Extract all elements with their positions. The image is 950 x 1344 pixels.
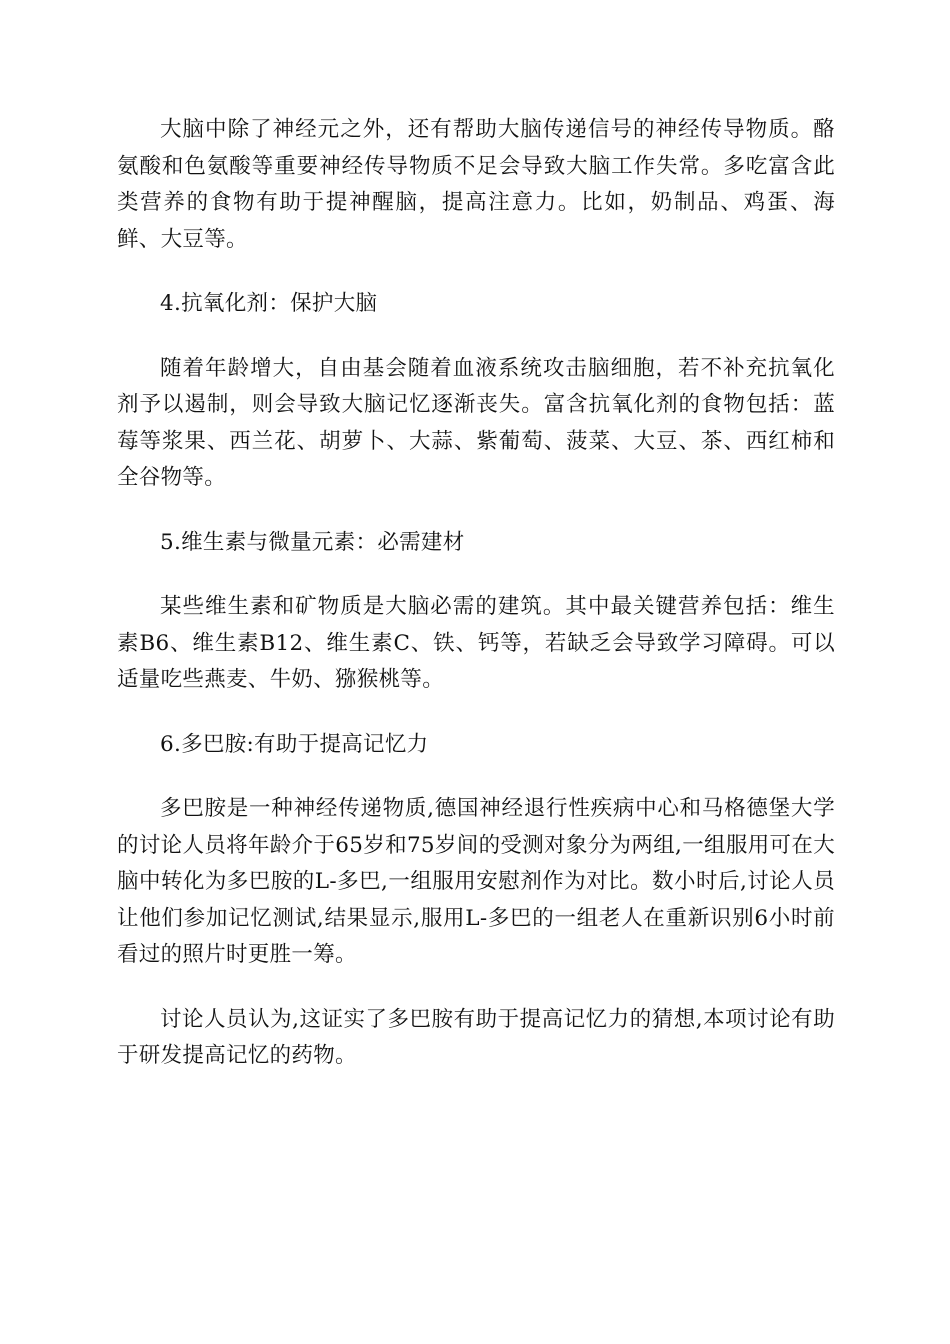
heading-antioxidants: 4.抗氧化剂：保护大脑 <box>160 291 378 316</box>
heading-dopamine: 6.多巴胺:有助于提高记忆力 <box>160 731 429 757</box>
paragraph-antioxidants: 随着年龄增大，自由基会随着血液系统攻击脑细胞，若不补充抗氧化剂予以遏制，则会导致大脑记忆逐渐丧失。富含抗氧化剂的食物包括：蓝莓等浆果、西兰花、胡萝卜、大蒜、紫葡萄、菠菜、大豆、茶、西红柿和全谷物等。 <box>117 355 835 490</box>
paragraph-dopamine-study: 多巴胺是一种神经传递物质,德国神经退行性疾病中心和马格德堡大学的讨论人员将年龄介于65岁和75岁间的受测对象分为两组,一组服用可在大脑中转化为多巴胺的L-多巴,一组服用安慰剂作为对比。数小时后,讨论人员让他们参加记忆测试,结果显示,服用L-多巴的一组老人在重新识别6小时前看过的照片时更胜一筹。 <box>117 796 835 967</box>
paragraph-dopamine-conclusion: 讨论人员认为,这证实了多巴胺有助于提高记忆力的猜想,本项讨论有助于研发提高记忆的药物。 <box>117 1006 835 1068</box>
paragraph-neurotransmitters: 大脑中除了神经元之外，还有帮助大脑传递信号的神经传导物质。酪氨酸和色氨酸等重要神经传导物质不足会导致大脑工作失常。多吃富含此类营养的食物有助于提神醒脑，提高注意力。比如，奶制品、鸡蛋、海鲜、大豆等。 <box>117 117 835 252</box>
paragraph-vitamins: 某些维生素和矿物质是大脑必需的建筑。其中最关键营养包括：维生素B6、维生素B12、维生素C、铁、钙等，若缺乏会导致学习障碍。可以适量吃些燕麦、牛奶、猕猴桃等。 <box>117 594 835 692</box>
document-body <box>117 112 835 1103</box>
heading-vitamins: 5.维生素与微量元素：必需建材 <box>160 529 465 555</box>
